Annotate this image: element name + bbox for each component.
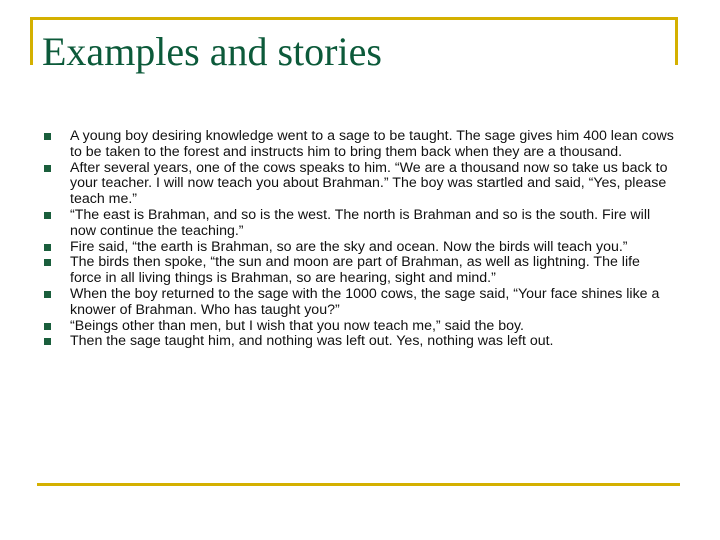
square-bullet-icon [44,244,51,251]
square-bullet-icon [44,259,51,266]
square-bullet-icon [44,212,51,219]
bullet-text: When the boy returned to the sage with the 1000 cows, the sage said, “Your face shines like a knower of Brahman. Who has taught you?” [70,285,660,318]
bullet-list [44,129,674,350]
bullet-text: After several years, one of the cows speaks to him. “We are a thousand now so take us back to your teacher. I will now teach you about Brahman.” The boy was startled and said, “Yes, please teach me.” [70,159,668,208]
bullet-item [44,287,674,319]
bottom-rule [37,483,680,486]
bullet-item [44,334,674,350]
bullet-item [44,240,674,256]
square-bullet-icon [44,323,51,330]
title-frame-top-rule [30,17,678,20]
title-frame-left-rule [30,17,33,65]
square-bullet-icon [44,133,51,140]
square-bullet-icon [44,291,51,298]
title-frame-right-rule [675,17,678,65]
bullet-text: Then the sage taught him, and nothing was left out. Yes, nothing was left out. [70,333,554,350]
bullet-text: “The east is Brahman, and so is the west. The north is Brahman and so is the south. Fire will now continue the teaching.” [70,206,651,239]
bullet-text: “Beings other than men, but I wish that you now teach me,” said the boy. [70,317,524,334]
square-bullet-icon [44,338,51,345]
bullet-text: A young boy desiring knowledge went to a sage to be taught. The sage gives him 400 lean cows to be taken to the forest and instructs him to bring them back when they are a thousand. [70,128,674,160]
square-bullet-icon [44,165,51,172]
slide-title: Examples and stories [42,29,382,74]
bullet-item [44,255,674,287]
bullet-text: Fire said, “the earth is Brahman, so are the sky and ocean. Now the birds will teach you.” [70,238,628,255]
bullet-item [44,129,674,161]
bullet-text: The birds then spoke, “the sun and moon are part of Brahman, as well as lightning. The life force in all living things is Brahman, so are hearing, sight and mind.” [70,254,640,287]
bullet-item [44,161,674,208]
bullet-item [44,208,674,240]
bullet-item [44,319,674,335]
